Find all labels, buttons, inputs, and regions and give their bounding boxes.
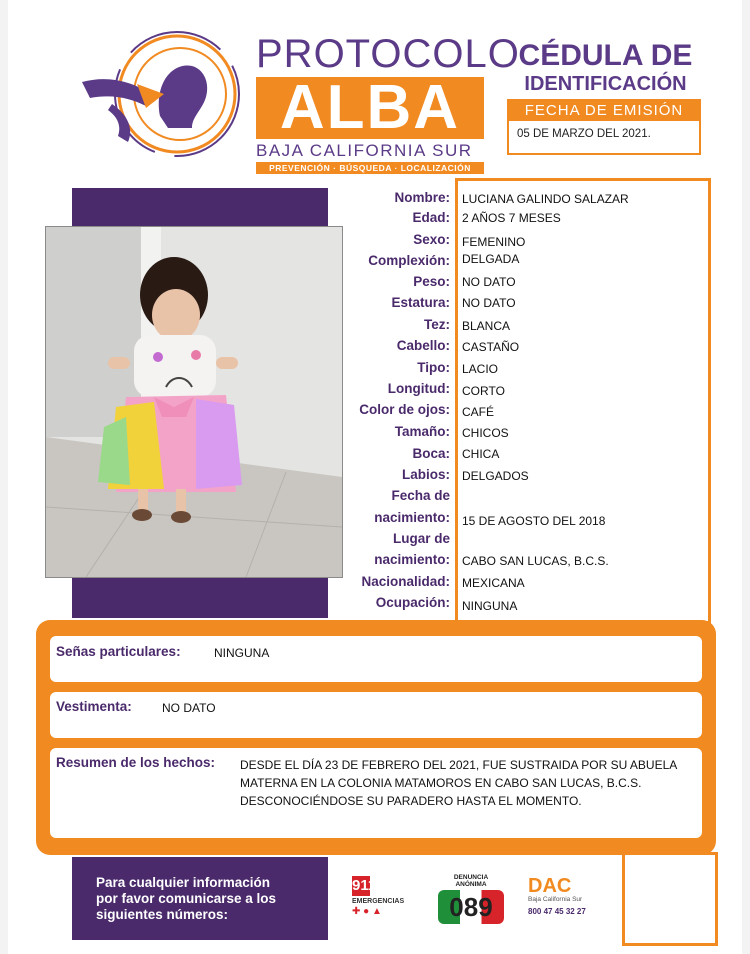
- contact-line-3: siguientes números:: [96, 907, 229, 922]
- field-value: 2 AÑOS 7 MESES: [462, 211, 561, 225]
- field-label: Color de ojos:: [359, 402, 450, 417]
- emergency-icons: ✚ ● ▲: [352, 906, 382, 917]
- birth-place-label-1: Lugar de: [392, 531, 450, 546]
- field-label: Peso:: [413, 274, 450, 289]
- dac-sub: Baja California Sur: [528, 896, 583, 903]
- field-label: Labios:: [401, 467, 450, 482]
- alba-text: ALBA: [256, 77, 484, 139]
- field-label: Longitud:: [387, 381, 450, 396]
- document-title: [503, 40, 708, 96]
- field-value: DELGADA: [462, 252, 520, 266]
- vestimenta-box: [50, 692, 702, 738]
- vestimenta-label: Vestimenta:: [56, 699, 132, 714]
- field-label: Nacionalidad:: [361, 574, 450, 589]
- field-label: Nombre:: [394, 190, 450, 205]
- tagline-text: PREVENCIÓN · BÚSQUEDA · LOCALIZACIÓN: [256, 162, 484, 174]
- title-line-2: IDENTIFICACIÓN: [524, 73, 687, 95]
- orange-info-band: [36, 620, 716, 855]
- senas-label: Señas particulares:: [56, 644, 181, 659]
- birth-date-label-2: nacimiento:: [374, 510, 450, 525]
- contact-line-2: por favor comunicarse a los: [96, 891, 277, 906]
- fecha-emision-box: [507, 99, 701, 155]
- field-label: Ocupación:: [375, 595, 450, 610]
- field-value: DELGADOS: [462, 469, 529, 483]
- dac-label: DAC: [528, 875, 572, 897]
- field-value: CORTO: [462, 384, 505, 398]
- resumen-line-3: DESCONOCIÉNDOSE SU PARADERO HASTA EL MOMENTO.: [240, 794, 582, 808]
- field-label: Boca:: [412, 446, 450, 461]
- footer-corner-box: [622, 852, 718, 946]
- field-value: BLANCA: [462, 319, 511, 333]
- resumen-label: Resumen de los hechos:: [56, 755, 216, 770]
- emergency-911-logo: [352, 876, 412, 926]
- field-label: Estatura:: [391, 295, 450, 310]
- denuncia-089-logo: [438, 874, 504, 926]
- field-value: NINGUNA: [462, 599, 518, 613]
- state-text: BAJA CALIFORNIA SUR: [256, 141, 473, 160]
- field-label: Complexión:: [368, 253, 450, 268]
- resumen-line-1: DESDE EL DÍA 23 DE FEBRERO DEL 2021, FUE SUSTRAIDA POR SU ABUELA: [240, 758, 678, 772]
- protocolo-text: PROTOCOLO: [256, 32, 520, 76]
- protocolo-alba-logo: [256, 32, 520, 174]
- denuncia-label: DENUNCIA ANÓNIMA: [453, 874, 489, 888]
- birth-place-value: CABO SAN LUCAS, B.C.S.: [462, 554, 609, 568]
- resumen-line-2: MATERNA EN LA COLONIA MATAMOROS EN CABO SAN LUCAS, B.C.S.: [240, 776, 642, 790]
- field-value: LUCIANA GALINDO SALAZAR: [462, 192, 629, 206]
- field-value: CASTAÑO: [462, 340, 520, 354]
- field-value: NO DATO: [462, 275, 516, 289]
- resumen-box: [50, 748, 702, 838]
- field-value: NO DATO: [462, 296, 516, 310]
- field-value: LACIO: [462, 362, 499, 376]
- vestimenta-value: NO DATO: [162, 701, 216, 715]
- field-label: Tez:: [424, 317, 450, 332]
- denuncia-number: 089: [438, 890, 504, 924]
- emergency-label: EMERGENCIAS: [352, 898, 405, 905]
- field-value: CAFÉ: [462, 405, 495, 419]
- field-label: Cabello:: [396, 338, 450, 353]
- contact-line-1: Para cualquier información: [96, 875, 271, 890]
- field-value: CHICOS: [462, 426, 509, 440]
- contact-panel: [72, 857, 328, 940]
- alba-emblem-logo: [42, 24, 242, 164]
- field-value: FEMENINO: [462, 235, 526, 249]
- field-value: CHICA: [462, 447, 500, 461]
- field-label: Tipo:: [417, 360, 450, 375]
- emergency-number: 911: [352, 877, 377, 894]
- field-value: MEXICANA: [462, 576, 525, 590]
- senas-box: [50, 636, 702, 682]
- dac-logo: [528, 876, 608, 926]
- birth-date-label-1: Fecha de: [391, 488, 450, 503]
- field-label: Tamaño:: [394, 424, 450, 439]
- title-line-1: CÉDULA DE: [518, 39, 693, 72]
- senas-value: NINGUNA: [214, 646, 270, 660]
- field-label: Edad:: [412, 210, 450, 225]
- missing-child-photo: [45, 226, 343, 578]
- fecha-emision-label: FECHA DE EMISIÓN: [509, 101, 699, 121]
- birth-date-value: 15 DE AGOSTO DEL 2018: [462, 514, 606, 528]
- birth-place-label-2: nacimiento:: [374, 552, 450, 567]
- dac-phone: 800 47 45 32 27: [528, 907, 586, 916]
- field-label: Sexo:: [413, 232, 450, 247]
- fecha-emision-value: 05 DE MARZO DEL 2021.: [517, 128, 651, 140]
